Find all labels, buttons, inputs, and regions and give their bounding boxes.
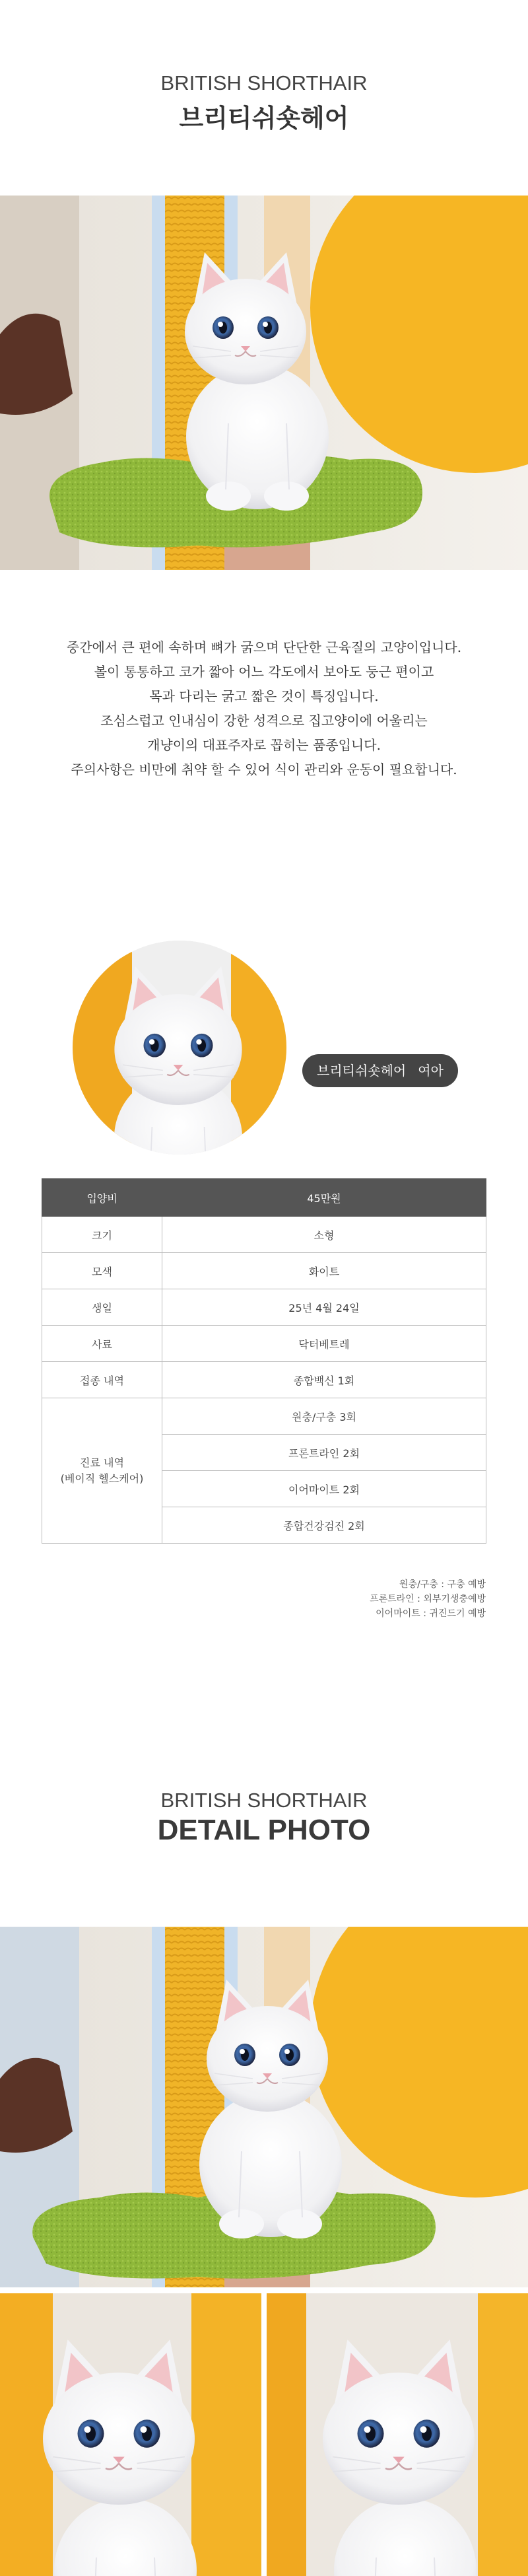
detail-photo-left (0, 2293, 261, 2576)
table-header-label: 입양비 (42, 1179, 162, 1217)
description-line: 주의사항은 비만에 취약 할 수 있어 식이 관리와 운동이 필요합니다. (71, 762, 457, 777)
row-value: 종합백신 1회 (162, 1362, 486, 1398)
table-row (42, 1289, 486, 1326)
breed-ko-title: 브리티쉬숏헤어 (179, 104, 349, 133)
description-line: 중간에서 큰 편에 속하며 뼈가 굵으며 단단한 근육질의 고양이입니다. (66, 639, 462, 655)
profile-photo (73, 941, 286, 1155)
note-line: 프론트라인 : 외부기생충예방 (370, 1594, 486, 1604)
table-row (42, 1398, 486, 1435)
name-badge (302, 1054, 458, 1087)
detail-heading (0, 1789, 528, 1847)
table-row (42, 1179, 486, 1217)
cat-breed-name: 브리티쉬숏헤어 (317, 1063, 407, 1079)
row-label: 접종 내역 (42, 1362, 162, 1398)
row-label: 모색 (42, 1253, 162, 1289)
detail-en-title: BRITISH SHORTHAIR (160, 1789, 368, 1812)
detail-photo-large (0, 1927, 528, 2287)
row-label: 생일 (42, 1289, 162, 1326)
table-row (42, 1217, 486, 1253)
note-line: 원충/구충 : 구충 예방 (399, 1579, 486, 1590)
treatment-label-line: 진료 내역 (80, 1456, 124, 1469)
row-value: 25년 4월 24일 (162, 1289, 486, 1326)
breed-description (0, 635, 528, 782)
note-line: 이어마이트 : 귀진드기 예방 (376, 1608, 486, 1619)
treatment-value: 이어마이트 2회 (162, 1471, 486, 1507)
description-line: 볼이 통통하고 코가 짧아 어느 각도에서 보아도 둥근 편이고 (94, 664, 434, 680)
treatment-label-line: (베이직 헬스케어) (60, 1472, 144, 1485)
detail-photo-right (267, 2293, 528, 2576)
hero-photo (0, 196, 528, 570)
description-line: 조심스럽고 인내심이 강한 성격으로 집고양이에 어울리는 (100, 713, 428, 729)
row-value: 닥터베트레 (162, 1326, 486, 1362)
treatment-label (42, 1398, 162, 1544)
table-row (42, 1326, 486, 1362)
treatment-notes (370, 1577, 486, 1621)
treatment-value: 원충/구충 3회 (162, 1398, 486, 1435)
row-value: 화이트 (162, 1253, 486, 1289)
table-row (42, 1362, 486, 1398)
row-label: 사료 (42, 1326, 162, 1362)
detail-title: DETAIL PHOTO (157, 1814, 371, 1846)
description-line: 개냥이의 대표주자로 꼽히는 품종입니다. (147, 737, 381, 753)
row-label: 크기 (42, 1217, 162, 1253)
treatment-value: 프론트라인 2회 (162, 1435, 486, 1471)
breed-en-title: BRITISH SHORTHAIR (160, 71, 368, 94)
table-header-value: 45만원 (162, 1179, 486, 1217)
treatment-value: 종합건강검진 2회 (162, 1507, 486, 1544)
row-value: 소형 (162, 1217, 486, 1253)
intro-heading (0, 71, 528, 134)
cat-sex: 여아 (418, 1063, 444, 1079)
table-row (42, 1253, 486, 1289)
description-line: 목과 다리는 굵고 짧은 것이 특징입니다. (149, 688, 379, 704)
info-table (42, 1178, 486, 1544)
